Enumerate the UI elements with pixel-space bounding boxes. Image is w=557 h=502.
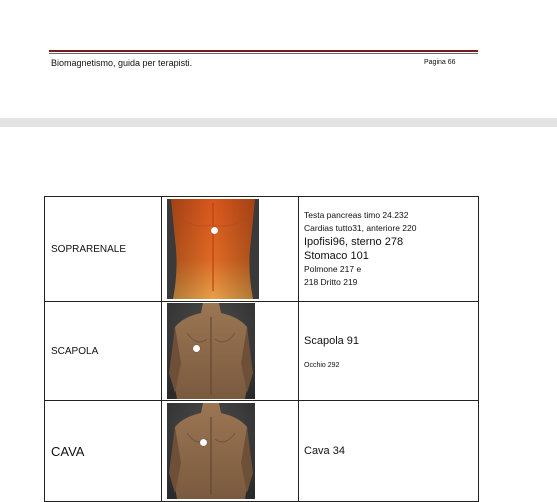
image-cell <box>162 197 299 302</box>
back-torso-image <box>167 199 259 299</box>
header-rule-secondary <box>49 53 478 54</box>
back-torso-image <box>167 403 255 499</box>
points-table <box>44 196 479 502</box>
note-line: Scapola 91 <box>304 334 360 347</box>
note-line: Polmone 217 e <box>304 264 362 274</box>
running-header-title: Biomagnetismo, guida per terapisti. <box>51 58 193 68</box>
notes-cell <box>299 197 479 302</box>
point-marker <box>200 439 207 446</box>
image-cell <box>162 302 299 401</box>
table-row <box>45 197 479 302</box>
note-line: Testa pancreas timo 24.232 <box>304 210 409 220</box>
table-row <box>45 401 479 502</box>
torso-illustration <box>167 303 255 399</box>
page-number: Pagina 66 <box>424 59 456 66</box>
torso-illustration <box>167 403 255 499</box>
table-row <box>45 302 479 401</box>
torso-illustration <box>167 199 259 299</box>
note-line: Occhio 292 <box>304 361 340 369</box>
note-line: Stomaco 101 <box>304 250 369 262</box>
note-line: Cava 34 <box>304 445 345 457</box>
point-marker <box>211 227 218 234</box>
image-cell <box>162 401 299 502</box>
note-line: Cardias tutto31, anteriore 220 <box>304 223 417 233</box>
page-separator <box>0 118 557 127</box>
document-page-header-area <box>0 0 557 118</box>
back-torso-image <box>167 303 255 399</box>
note-line: Ipofisi96, sterno 278 <box>304 236 404 248</box>
row-label: SCAPOLA <box>45 302 162 401</box>
note-line: 218 Dritto 219 <box>304 277 358 287</box>
header-rule <box>49 50 478 52</box>
notes-cell <box>299 302 479 401</box>
row-label: SOPRARENALE <box>45 197 162 302</box>
notes-cell <box>299 401 479 502</box>
point-marker <box>193 345 200 352</box>
row-label: CAVA <box>45 401 162 502</box>
